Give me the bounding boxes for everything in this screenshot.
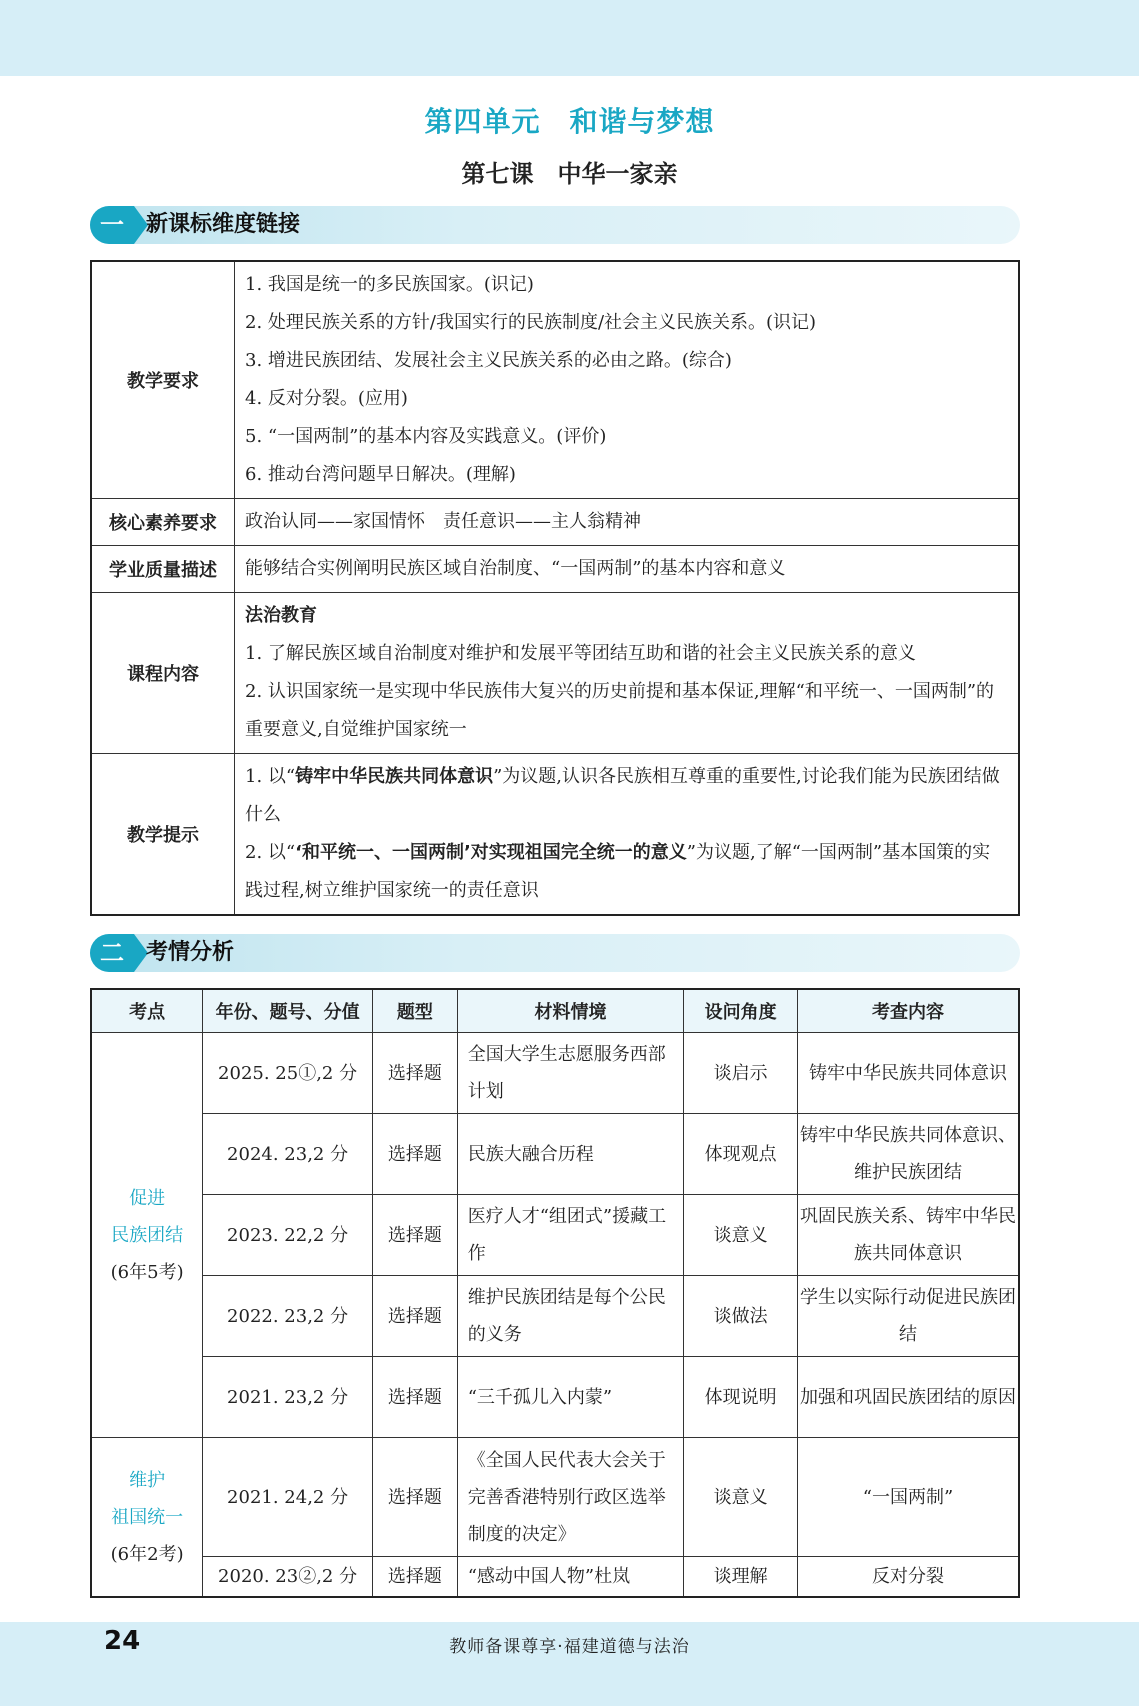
content-cell: 巩固民族关系、铸牢中华民族共同体意识 [797, 1195, 1019, 1276]
exam-point-count: (6年2考) [110, 1543, 184, 1565]
content-cell: 铸牢中华民族共同体意识 [797, 1033, 1019, 1114]
section-header-1 [90, 206, 1020, 244]
requirement-item: 1. 我国是统一的多民族国家。(识记) [245, 274, 534, 295]
exam-point-cell [91, 1033, 203, 1438]
material-cell: 医疗人才“组团式”援藏工作 [457, 1195, 684, 1276]
content-item: 1. 了解民族区域自治制度对维护和发展平等团结互助和谐的社会主义民族关系的意义 [245, 643, 916, 664]
row-content: 政治认同——家国情怀 责任意识——主人翁精神 [235, 499, 1020, 546]
table-row [91, 1114, 1019, 1195]
top-band [0, 0, 1139, 76]
angle-cell: 谈做法 [684, 1276, 798, 1357]
type-cell: 选择题 [372, 1033, 457, 1114]
row-content [235, 593, 1020, 754]
year-cell: 2020. 23②,2 分 [203, 1557, 373, 1598]
requirement-item: 4. 反对分裂。(应用) [245, 388, 408, 409]
row-label-teaching-tips: 教学提示 [91, 754, 235, 916]
year-cell: 2025. 25①,2 分 [203, 1033, 373, 1114]
type-cell: 选择题 [372, 1276, 457, 1357]
column-header: 材料情境 [457, 989, 684, 1033]
lesson-title: 第七课 中华一家亲 [461, 160, 678, 188]
section-number-2: 二 [90, 934, 134, 972]
section-title-1: 新课标维度链接 [146, 212, 301, 237]
year-cell: 2022. 23,2 分 [203, 1276, 373, 1357]
table-row [91, 546, 1019, 593]
table-row [91, 1276, 1019, 1357]
type-cell: 选择题 [372, 1114, 457, 1195]
section-number-1: 一 [90, 206, 134, 244]
column-header: 题型 [372, 989, 457, 1033]
table-row [91, 593, 1019, 754]
exam-point-cell [91, 1438, 203, 1598]
requirement-item: 2. 处理民族关系的方针/我国实行的民族制度/社会主义民族关系。(识记) [245, 312, 817, 333]
table-row [91, 1357, 1019, 1438]
table-row [91, 1557, 1019, 1598]
exam-analysis-table [90, 988, 1020, 1598]
exam-point-count: (6年5考) [110, 1261, 184, 1283]
page-number: 24 [104, 1626, 141, 1656]
row-label-core-literacy: 核心素养要求 [91, 499, 235, 546]
table-row [91, 1438, 1019, 1557]
angle-cell: 体现观点 [684, 1114, 798, 1195]
type-cell: 选择题 [372, 1357, 457, 1438]
angle-cell: 谈启示 [684, 1033, 798, 1114]
table-row [91, 754, 1019, 916]
year-cell: 2024. 23,2 分 [203, 1114, 373, 1195]
material-cell: 维护民族团结是每个公民的义务 [457, 1276, 684, 1357]
unit-title: 第四单元 和谐与梦想 [424, 105, 715, 138]
type-cell: 选择题 [372, 1195, 457, 1276]
row-content [235, 754, 1020, 916]
curriculum-table [90, 260, 1020, 916]
tip-topic: 铸牢中华民族共同体意识 [295, 766, 494, 787]
column-header: 考查内容 [797, 989, 1019, 1033]
content-heading: 法治教育 [245, 605, 317, 626]
type-cell: 选择题 [372, 1557, 457, 1598]
angle-cell: 谈理解 [684, 1557, 798, 1598]
exam-point-name: 民族团结 [111, 1224, 184, 1246]
table-row [91, 261, 1019, 499]
exam-point-name: 维护 [129, 1469, 166, 1491]
content-cell: 铸牢中华民族共同体意识、维护民族团结 [797, 1114, 1019, 1195]
year-cell: 2021. 23,2 分 [203, 1357, 373, 1438]
row-content [235, 261, 1020, 499]
material-cell: 《全国人民代表大会关于完善香港特别行政区选举制度的决定》 [457, 1438, 684, 1557]
content-cell: 加强和巩固民族团结的原因 [797, 1357, 1019, 1438]
content-item: 2. 认识国家统一是实现中华民族伟大复兴的历史前提和基本保证,理解“和平统一、一国两制”的重要意义,自觉维护国家统一 [245, 681, 995, 740]
material-cell: 全国大学生志愿服务西部计划 [457, 1033, 684, 1114]
table-row [91, 499, 1019, 546]
angle-cell: 谈意义 [684, 1195, 798, 1276]
angle-cell: 谈意义 [684, 1438, 798, 1557]
requirement-item: 3. 增进民族团结、发展社会主义民族关系的必由之路。(综合) [245, 350, 732, 371]
type-cell: 选择题 [372, 1438, 457, 1557]
content-cell: 学生以实际行动促进民族团结 [797, 1276, 1019, 1357]
tip-item: 2. 以“‘和平统一、一国两制’对实现祖国完全统一的意义”为议题,了解“一国两制”基本国策的实践过程,树立维护国家统一的责任意识 [245, 842, 991, 901]
material-cell: “三千孤儿入内蒙” [457, 1357, 684, 1438]
row-label-course-content: 课程内容 [91, 593, 235, 754]
column-header: 年份、题号、分值 [203, 989, 373, 1033]
material-cell: “感动中国人物”杜岚 [457, 1557, 684, 1598]
row-label-quality-description: 学业质量描述 [91, 546, 235, 593]
table-header-row [91, 989, 1019, 1033]
material-cell: 民族大融合历程 [457, 1114, 684, 1195]
section-title-2: 考情分析 [146, 940, 235, 965]
tip-item: 1. 以“铸牢中华民族共同体意识”为议题,认识各民族相互尊重的重要性,讨论我们能为民族团结做什么 [245, 766, 1000, 825]
requirement-item: 6. 推动台湾问题早日解决。(理解) [245, 464, 516, 485]
year-cell: 2021. 24,2 分 [203, 1438, 373, 1557]
section-header-2 [90, 934, 1020, 972]
column-header: 设问角度 [684, 989, 798, 1033]
footer-text: 教师备课尊享·福建道德与法治 [449, 1637, 690, 1657]
tip-topic: ‘和平统一、一国两制’对实现祖国完全统一的意义 [295, 842, 687, 863]
exam-point-name: 促进 [129, 1187, 166, 1209]
column-header: 考点 [91, 989, 203, 1033]
table-row [91, 1195, 1019, 1276]
content-cell: 反对分裂 [797, 1557, 1019, 1598]
angle-cell: 体现说明 [684, 1357, 798, 1438]
content-cell: “一国两制” [797, 1438, 1019, 1557]
exam-point-name: 祖国统一 [111, 1506, 184, 1528]
requirement-item: 5. “一国两制”的基本内容及实践意义。(评价) [245, 426, 607, 447]
year-cell: 2023. 22,2 分 [203, 1195, 373, 1276]
table-row [91, 1033, 1019, 1114]
row-label-teaching-requirements: 教学要求 [91, 261, 235, 499]
row-content: 能够结合实例阐明民族区域自治制度、“一国两制”的基本内容和意义 [235, 546, 1020, 593]
